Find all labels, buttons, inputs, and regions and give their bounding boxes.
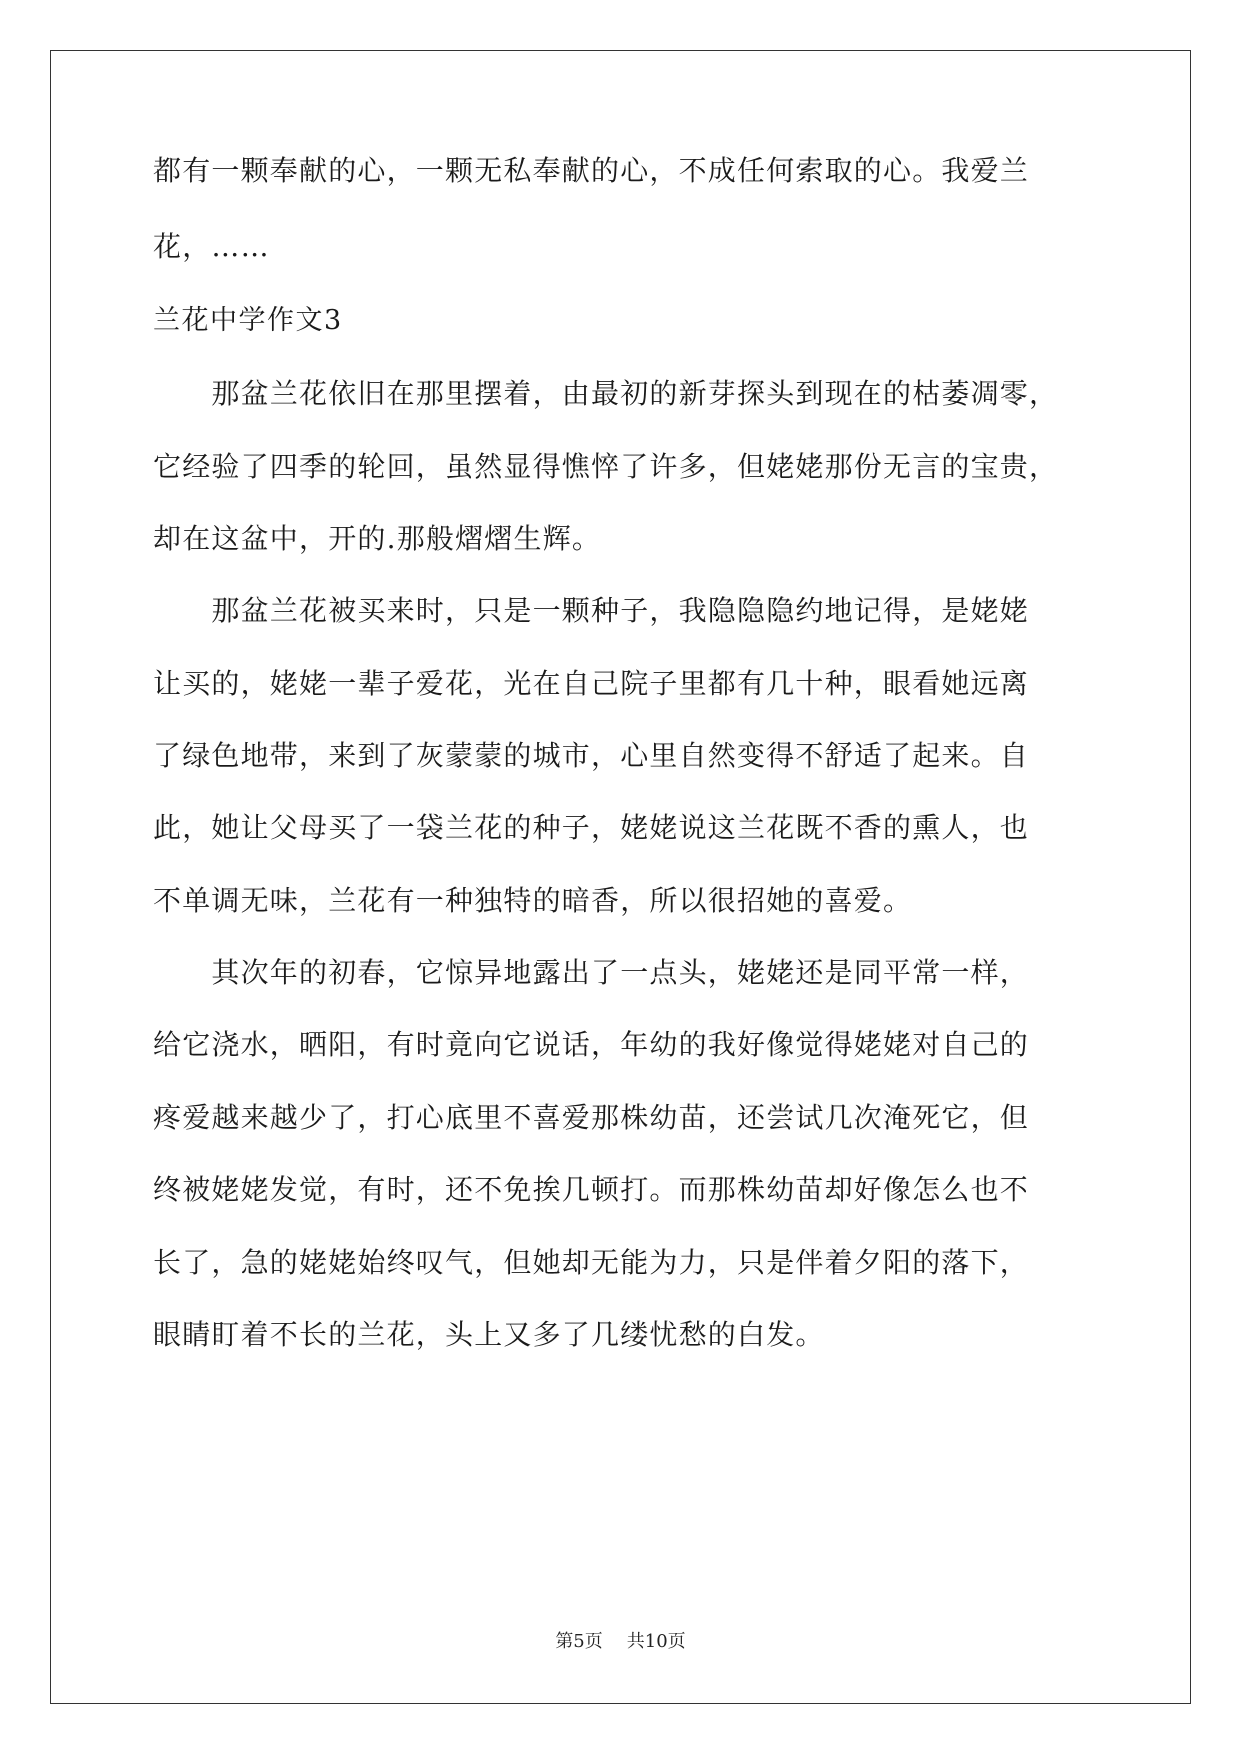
text-line: 花，…… (153, 230, 270, 263)
text-line: 却在这盆中，开的.那般熠熠生辉。 (153, 522, 602, 555)
page-total: 共10页 (626, 1631, 686, 1652)
text-line: 疼爱越来越少了，打心底里不喜爱那株幼苗，还尝试几次淹死它，但 (153, 1101, 1030, 1134)
text-line: 它经验了四季的轮回，虽然显得憔悴了许多，但姥姥那份无言的宝贵， (153, 450, 1059, 483)
page-border (50, 50, 1191, 1704)
text-line: 那盆兰花被买来时，只是一颗种子，我隐隐隐约地记得，是姥姥 (153, 594, 1030, 627)
text-line: 眼睛盯着不长的兰花，头上又多了几缕忧愁的白发。 (153, 1318, 825, 1351)
text-line: 那盆兰花依旧在那里摆着，由最初的新芽探头到现在的枯萎凋零， (153, 377, 1059, 410)
text-line: 此，她让父母买了一袋兰花的种子，姥姥说这兰花既不香的熏人，也 (153, 811, 1030, 844)
page-footer (0, 1630, 1241, 1654)
text-line: 了绿色地带，来到了灰蒙蒙的城市，心里自然变得不舒适了起来。自 (153, 739, 1030, 772)
section-heading: 兰花中学作文3 (153, 305, 343, 336)
text-line: 终被姥姥发觉，有时，还不免挨几顿打。而那株幼苗却好像怎么也不 (153, 1173, 1030, 1206)
text-line: 让买的，姥姥一辈子爱花，光在自己院子里都有几十种，眼看她远离 (153, 667, 1030, 700)
page-number: 第5页 (555, 1631, 603, 1652)
text-line: 其次年的初春，它惊异地露出了一点头，姥姥还是同平常一样， (153, 956, 1030, 989)
text-line: 给它浇水，晒阳，有时竟向它说话，年幼的我好像觉得姥姥对自己的 (153, 1028, 1030, 1061)
text-line: 长了，急的姥姥始终叹气，但她却无能为力，只是伴着夕阳的落下， (153, 1246, 1030, 1279)
text-line: 都有一颗奉献的心，一颗无私奉献的心，不成任何索取的心。我爱兰 (153, 154, 1030, 187)
text-line: 不单调无味，兰花有一种独特的暗香，所以很招她的喜爱。 (153, 884, 913, 917)
